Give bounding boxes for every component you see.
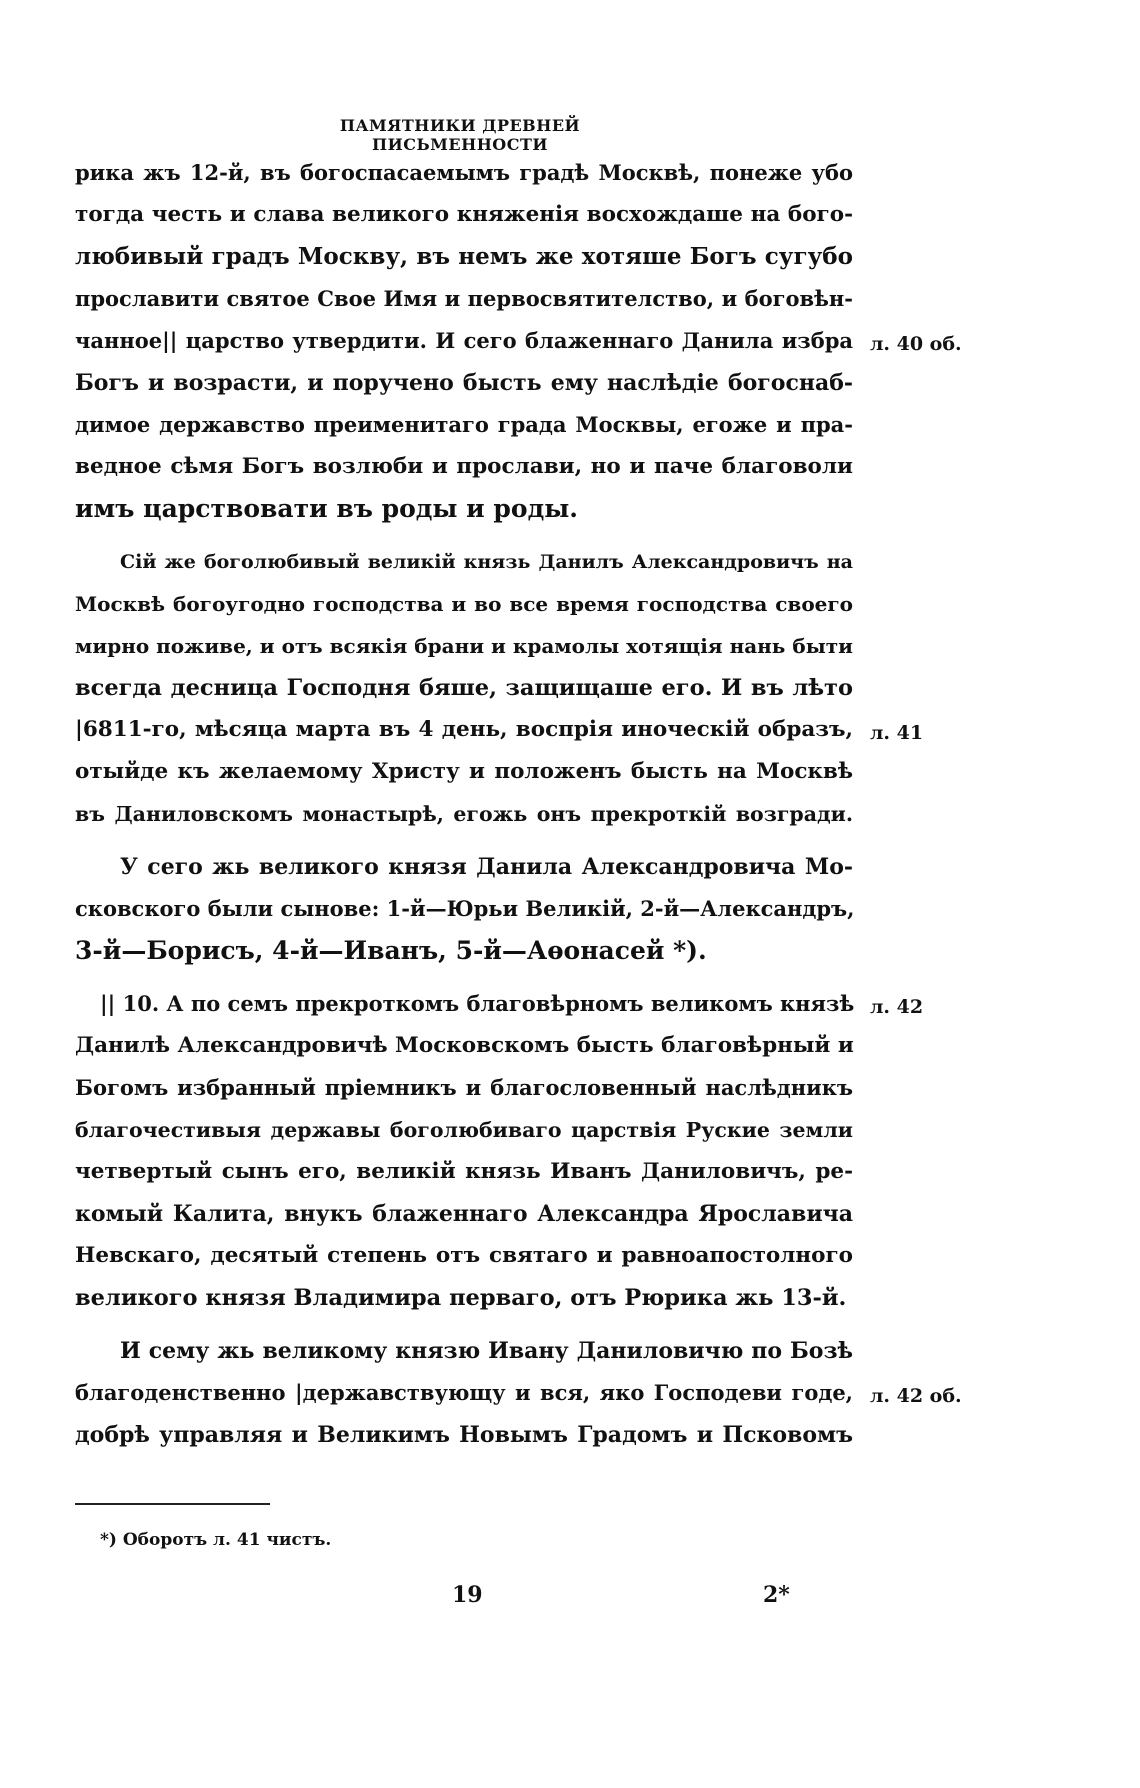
text-line: || 10. А по семъ прекроткомъ благовѣрномъ великомъ князѣ (100, 991, 855, 1016)
text-line: великого князя Владимира перваго, отъ Рюрика жь 13-й. (75, 1285, 847, 1311)
footnote: *) Оборотъ л. 41 чистъ. (100, 1530, 332, 1550)
text-line: Сій же боголюбивый великій князь Данилъ Александровичъ на (120, 551, 853, 573)
page-number: 19 (452, 1582, 483, 1608)
text-line: Богомъ избранный пріемникъ и благословенный наслѣдникъ (75, 1075, 853, 1100)
text-line: комый Калита, внукъ блаженнаго Александра Ярославича (75, 1201, 853, 1227)
text-line: чанное|| царство утвердити. И сего блаженнаго Данила избра (75, 328, 853, 353)
text-line: добрѣ управляя и Великимъ Новымъ Градомъ и Псковомъ (75, 1422, 853, 1448)
text-line: рика жъ 12-й, въ богоспасаемымъ градѣ Москвѣ, понеже убо (75, 160, 853, 185)
text-line: У сего жь великого князя Данила Александровича Мо- (120, 854, 853, 880)
text-line: Данилѣ Александровичѣ Московскомъ бысть благовѣрный и (75, 1033, 854, 1058)
text-line: прославити святое Свое Имя и первосвятителство, и боговѣн- (75, 286, 853, 311)
text-line: имъ царствовати въ роды и роды. (75, 494, 579, 523)
text-line: ведное сѣмя Богъ возлюби и прослави, но и паче благоволи (75, 454, 853, 479)
text-line: всегда десница Господня бяше, защищаше его. И въ лѣто (75, 675, 853, 701)
text-line: четвертый сынъ его, великій князь Иванъ Даниловичъ, ре- (75, 1159, 853, 1184)
margin-note: л. 42 об. (870, 1385, 962, 1407)
text-line: въ Даниловскомъ монастырѣ, егожь онъ прекроткій возгради. (75, 802, 853, 826)
text-line: 3-й—Борисъ, 4-й—Иванъ, 5-й—Аѳонасей *). (75, 936, 707, 965)
text-line: Богъ и возрасти, и поручено бысть ему наслѣдіе богоснаб- (75, 370, 853, 396)
text-line: благоденственно |державствующу и вся, яко Господеви годе, (75, 1380, 853, 1405)
margin-note: л. 40 об. (870, 333, 962, 355)
margin-note: л. 42 (870, 996, 924, 1018)
text-line: димое державство преименитаго града Москвы, егоже и пра- (75, 412, 853, 437)
signature-mark: 2* (763, 1582, 790, 1608)
text-line: тогда честь и слава великого княженія восхождаше на бого- (75, 202, 853, 227)
text-line: Невскаго, десятый степень отъ святаго и равноапостолного (75, 1243, 853, 1268)
margin-note: л. 41 (870, 722, 924, 744)
text-line: отыйде къ желаемому Христу и положенъ бысть на Москвѣ (75, 759, 853, 784)
text-line: любивый градъ Москву, въ немъ же хотяше Богъ сугубо (75, 243, 853, 270)
text-line: Москвѣ богоугодно господства и во все время господства своего (75, 592, 853, 616)
text-line: благочестивыя державы боголюбиваго царствія Руские земли (75, 1118, 853, 1142)
footnote-rule (75, 1503, 270, 1505)
text-line: мирно поживе, и отъ всякія брани и крамолы хотящія нань быти (75, 634, 853, 658)
text-line: |6811-го, мѣсяца марта въ 4 день, воспрія иноческій образъ, (75, 717, 853, 742)
running-header: ПАМЯТНИКИ ДРЕВНЕЙ ПИСЬМЕННОСТИ (339, 116, 581, 154)
text-line: сковского были сынове: 1-й—Юрьи Великій, 2-й—Александръ, (75, 896, 855, 921)
text-line: И сему жь великому князю Ивану Даниловичю по Бозѣ (120, 1338, 853, 1364)
